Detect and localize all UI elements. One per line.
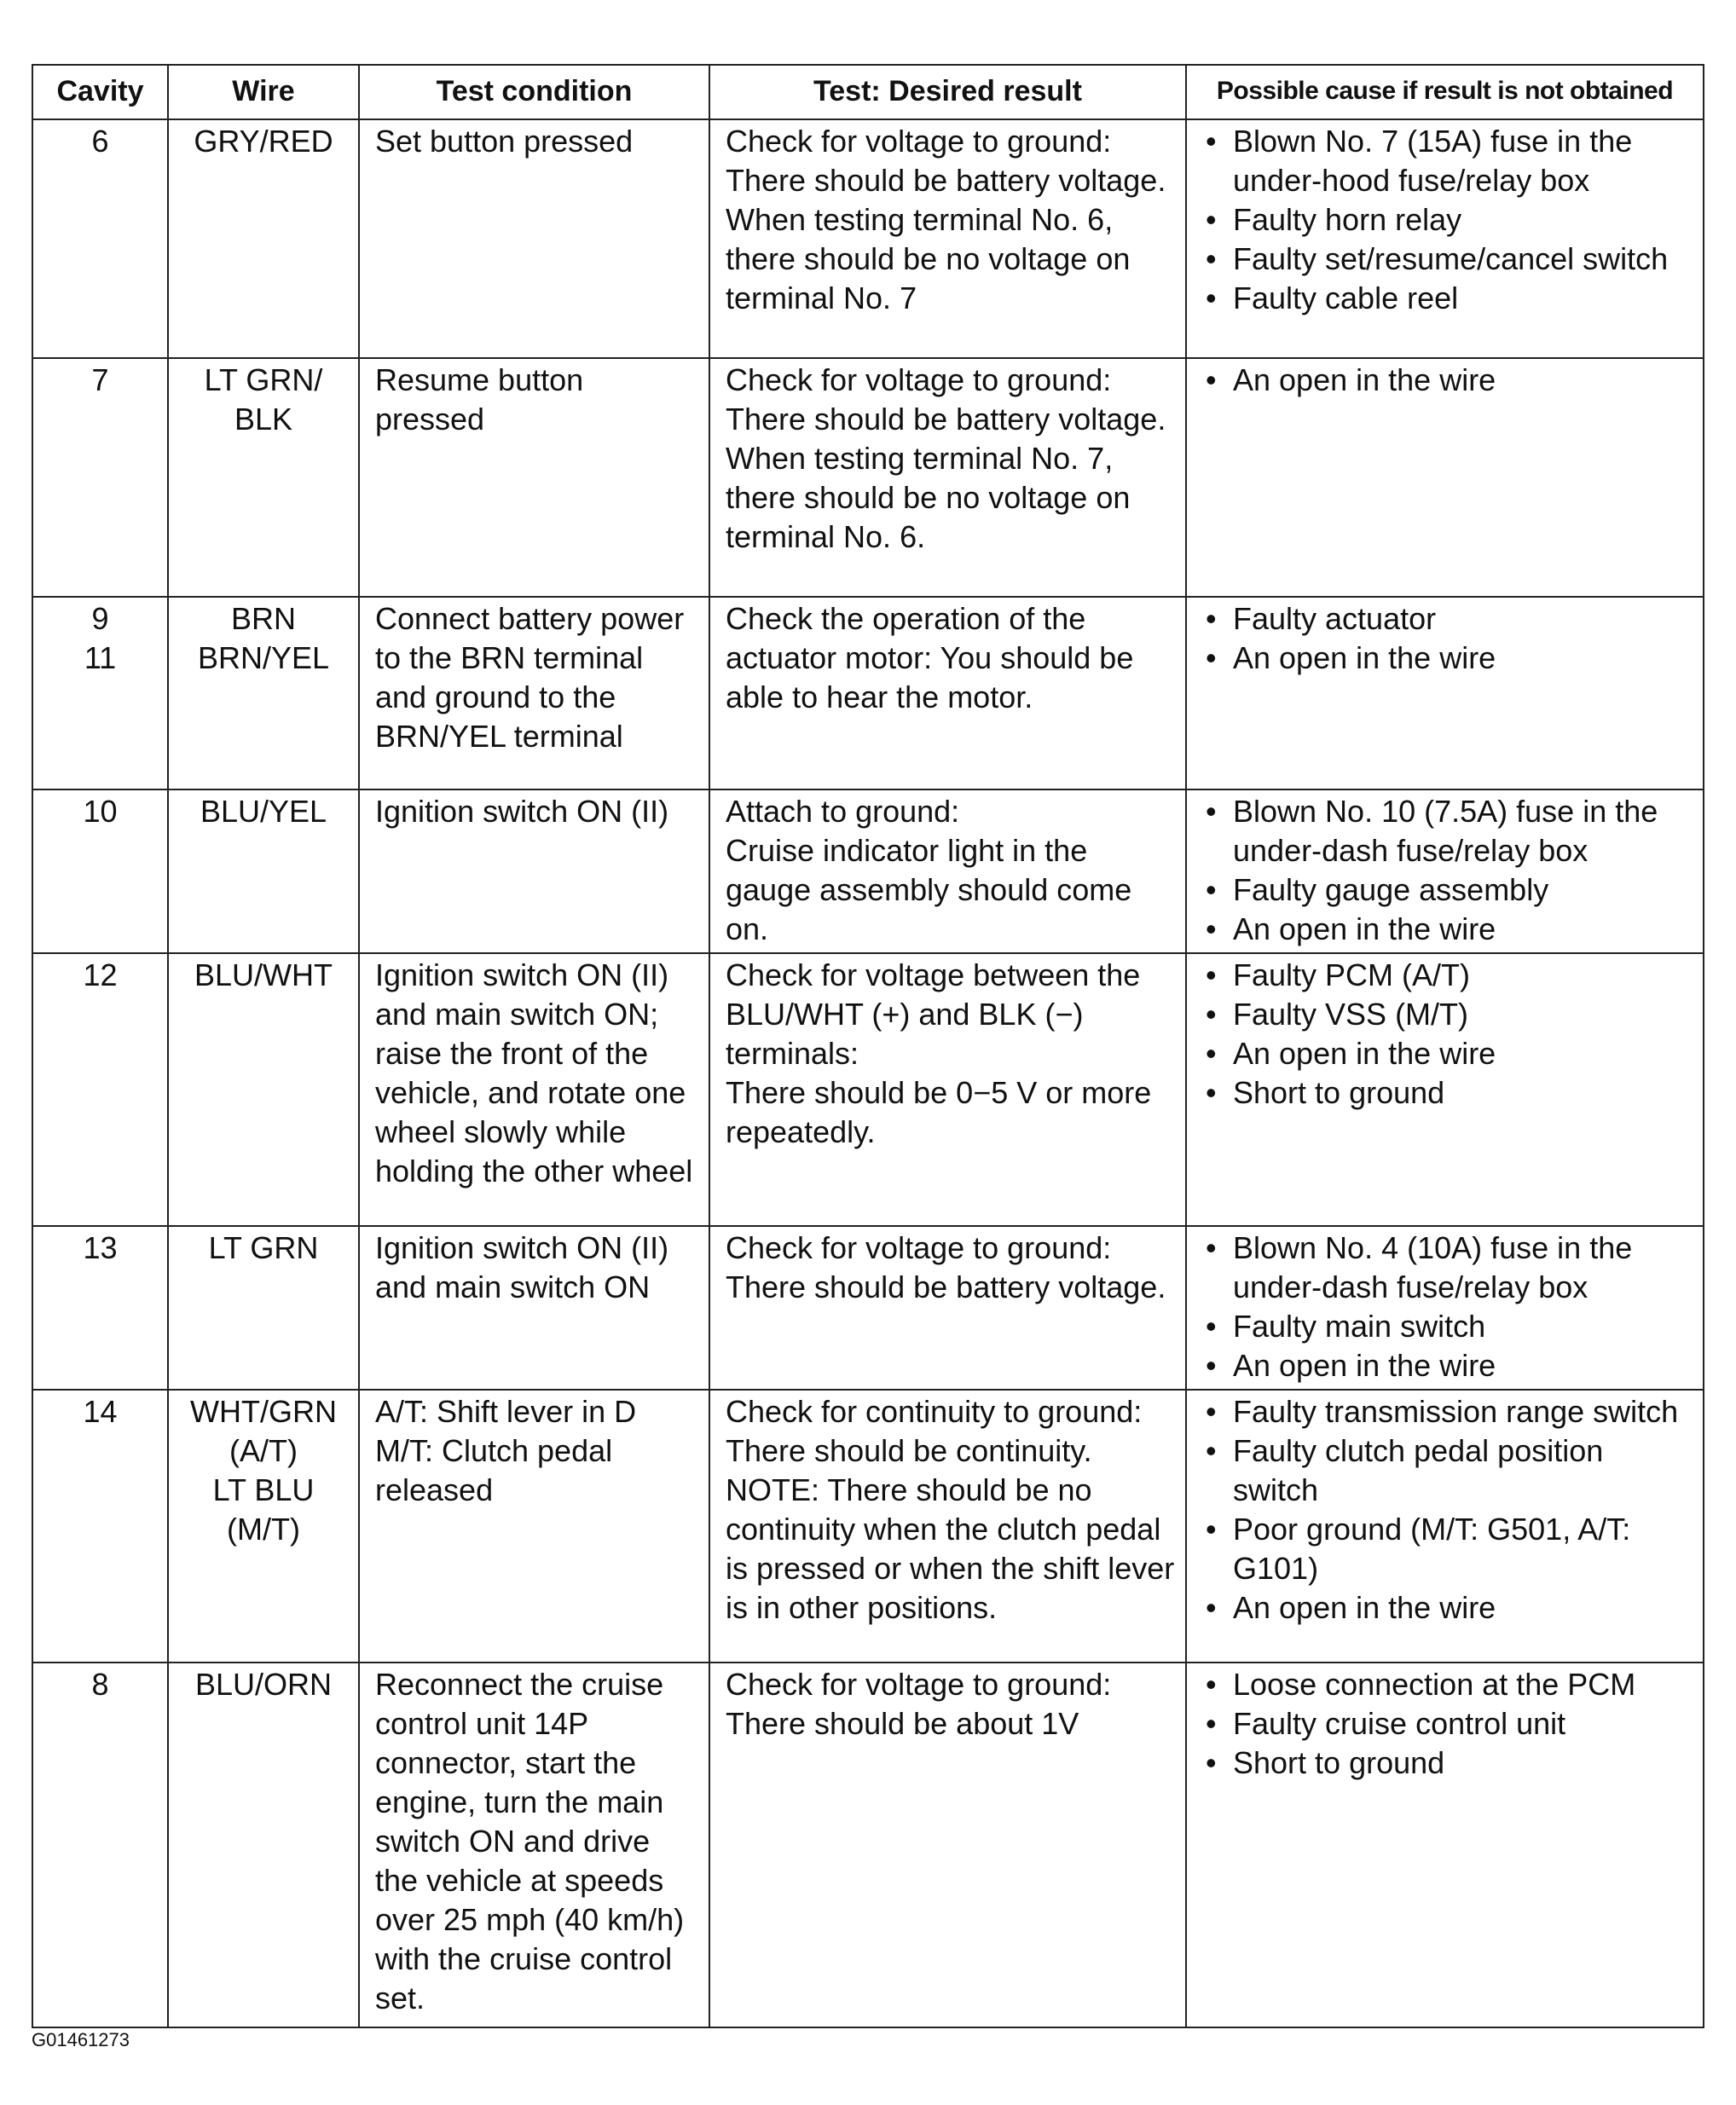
cavity-cell: 9 11 (32, 597, 168, 789)
wire-cell: GRY/RED (168, 119, 359, 358)
result-line: Attach to ground: (726, 794, 960, 829)
cause-item: • Faulty main switch (1202, 1307, 1694, 1346)
result-cell (709, 789, 1186, 953)
result-line: Check for voltage to ground: (726, 124, 1112, 159)
condition-cell: Connect battery power to the BRN terminal and ground to the BRN/YEL terminal (359, 597, 709, 789)
result-cell (709, 1663, 1186, 2027)
result-line: Check for voltage to ground: (726, 1667, 1112, 1702)
header-cavity: Cavity (32, 65, 168, 119)
result-line: There should be about 1V (726, 1706, 1079, 1741)
result-cell (709, 119, 1186, 358)
cause-cell (1186, 1663, 1704, 2027)
condition-cell: Reconnect the cruise control unit 14P connector, start the engine, turn the main switch ON and drive the vehicle at speeds over 25 mph (40 km/h) with the cruise control set. (359, 1663, 709, 2027)
result-line: When testing terminal No. 6, there should be no voltage on terminal No. 7 (726, 202, 1131, 315)
table-row (32, 1226, 1704, 1390)
cause-item: • Faulty clutch pedal position switch (1202, 1431, 1694, 1510)
cause-item: • Faulty horn relay (1202, 200, 1694, 240)
result-cell (709, 358, 1186, 597)
cause-item: • Faulty cable reel (1202, 279, 1694, 318)
cause-cell (1186, 789, 1704, 953)
cause-item: • Faulty cruise control unit (1202, 1704, 1694, 1744)
condition-cell: Ignition switch ON (II) and main switch ON (359, 1226, 709, 1390)
cause-list (1202, 122, 1694, 318)
table-row (32, 1663, 1704, 2027)
cause-item: • Short to ground (1202, 1744, 1694, 1783)
header-possible-cause: Possible cause if result is not obtained (1186, 65, 1704, 119)
result-line: Check for voltage to ground: (726, 1230, 1112, 1265)
table-row (32, 1390, 1704, 1663)
cause-item: • Short to ground (1202, 1073, 1694, 1113)
result-line: Check for voltage between the BLU/WHT (+) and BLK (−) terminals: (726, 957, 1141, 1071)
cause-cell (1186, 597, 1704, 789)
cause-item: • Blown No. 4 (10A) fuse in the under-dash fuse/relay box (1202, 1229, 1694, 1307)
cause-cell (1186, 358, 1704, 597)
wire-cell: BLU/ORN (168, 1663, 359, 2027)
cause-item: • An open in the wire (1202, 910, 1694, 949)
cause-item: • An open in the wire (1202, 639, 1694, 678)
cavity-cell: 7 (32, 358, 168, 597)
result-line: There should be battery voltage. (726, 1269, 1166, 1304)
result-cell (709, 1226, 1186, 1390)
cause-item: • An open in the wire (1202, 1588, 1694, 1628)
cause-item: • Faulty VSS (M/T) (1202, 995, 1694, 1034)
cause-list (1202, 1229, 1694, 1385)
condition-cell: Ignition switch ON (II) and main switch ON; raise the front of the vehicle, and rotate one wheel slowly while holding the other wheel (359, 953, 709, 1226)
wire-cell: BLU/WHT (168, 953, 359, 1226)
header-row (32, 65, 1704, 119)
condition-cell: Set button pressed (359, 119, 709, 358)
table-row (32, 358, 1704, 597)
cause-item: • An open in the wire (1202, 1346, 1694, 1385)
table-row (32, 953, 1704, 1226)
wire-cell: LT GRN/ BLK (168, 358, 359, 597)
wire-cell: BLU/YEL (168, 789, 359, 953)
cause-item: • Poor ground (M/T: G501, A/T: G101) (1202, 1510, 1694, 1588)
cause-list (1202, 956, 1694, 1113)
cause-cell (1186, 1390, 1704, 1663)
cause-item: • Faulty gauge assembly (1202, 870, 1694, 910)
cause-list (1202, 1665, 1694, 1783)
cavity-cell: 6 (32, 119, 168, 358)
wire-cell: LT GRN (168, 1226, 359, 1390)
table-row (32, 597, 1704, 789)
result-line: Check the operation of the actuator motor: You should be able to hear the motor. (726, 601, 1134, 714)
cause-item: • Loose connection at the PCM (1202, 1665, 1694, 1704)
figure-code: G01461273 (32, 2029, 130, 2050)
wire-cell: BRN BRN/YEL (168, 597, 359, 789)
cavity-cell: 13 (32, 1226, 168, 1390)
cause-item: • An open in the wire (1202, 1034, 1694, 1073)
condition-cell: A/T: Shift lever in D M/T: Clutch pedal released (359, 1390, 709, 1663)
cause-list (1202, 361, 1694, 400)
condition-cell: Resume button pressed (359, 358, 709, 597)
cause-cell (1186, 953, 1704, 1226)
cause-cell (1186, 1226, 1704, 1390)
cavity-cell: 8 (32, 1663, 168, 2027)
cause-item: • Faulty transmission range switch (1202, 1392, 1694, 1431)
result-line: There should be battery voltage. (726, 163, 1166, 198)
result-line: Cruise indicator light in the gauge assembly should come on. (726, 833, 1132, 946)
table-row (32, 119, 1704, 358)
result-cell (709, 1390, 1186, 1663)
header-wire: Wire (168, 65, 359, 119)
result-line: NOTE: There should be no continuity when the clutch pedal is pressed or when the shift lever is in other positions. (726, 1472, 1175, 1625)
result-line: Check for voltage to ground: (726, 362, 1112, 397)
result-cell (709, 953, 1186, 1226)
cause-item: • Blown No. 10 (7.5A) fuse in the under-dash fuse/relay box (1202, 792, 1694, 870)
result-line: Check for continuity to ground: (726, 1394, 1143, 1429)
result-cell (709, 597, 1186, 789)
diagnostic-table (32, 64, 1704, 2028)
cause-list (1202, 1392, 1694, 1628)
cause-list (1202, 599, 1694, 678)
cause-cell (1186, 119, 1704, 358)
cause-item: • Faulty set/resume/cancel switch (1202, 240, 1694, 279)
table-row (32, 789, 1704, 953)
cause-list (1202, 792, 1694, 949)
result-line: There should be continuity. (726, 1433, 1092, 1468)
cause-item: • Faulty actuator (1202, 599, 1694, 639)
cavity-cell: 12 (32, 953, 168, 1226)
cavity-cell: 10 (32, 789, 168, 953)
header-desired-result: Test: Desired result (709, 65, 1186, 119)
cavity-cell: 14 (32, 1390, 168, 1663)
result-line: When testing terminal No. 7, there should be no voltage on terminal No. 6. (726, 441, 1131, 554)
cause-item: • Blown No. 7 (15A) fuse in the under-hood fuse/relay box (1202, 122, 1694, 200)
cause-item: • An open in the wire (1202, 361, 1694, 400)
condition-cell: Ignition switch ON (II) (359, 789, 709, 953)
cause-item: • Faulty PCM (A/T) (1202, 956, 1694, 995)
wire-cell: WHT/GRN (A/T) LT BLU (M/T) (168, 1390, 359, 1663)
result-line: There should be 0−5 V or more repeatedly. (726, 1075, 1152, 1149)
result-line: There should be battery voltage. (726, 402, 1166, 437)
header-test-condition: Test condition (359, 65, 709, 119)
